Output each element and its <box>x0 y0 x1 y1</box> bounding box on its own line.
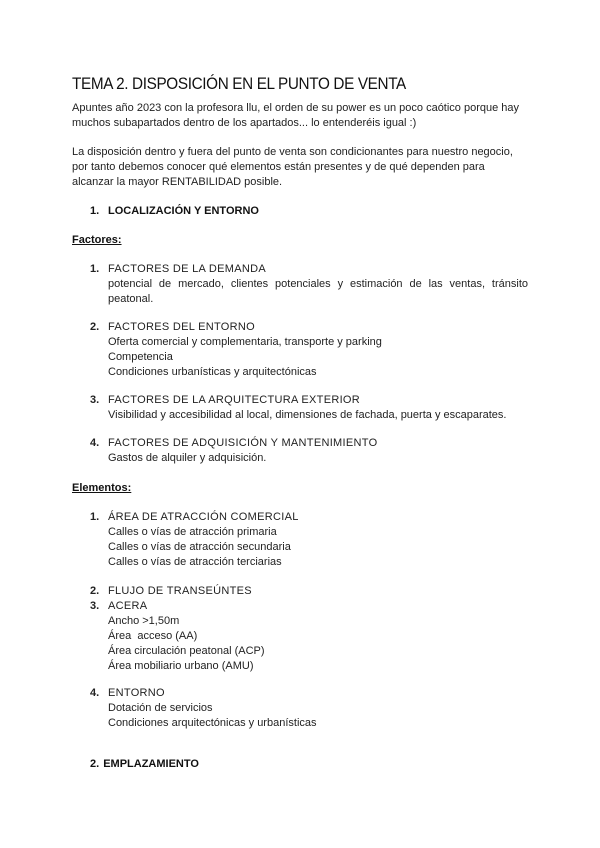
elementos-heading: Elementos: <box>72 482 132 494</box>
list-item-line: Dotación de servicios <box>108 702 213 714</box>
description-line: La disposición dentro y fuera del punto de venta son condicionantes para nuestro negocio, <box>72 146 513 158</box>
list-number: 1. <box>90 263 100 275</box>
list-item-line: Área mobiliario urbano (AMU) <box>108 660 254 672</box>
list-item-line: Gastos de alquiler y adquisición. <box>108 452 267 464</box>
list-item-heading: FACTORES DE LA DEMANDA <box>108 263 266 275</box>
list-item-line: Visibilidad y accesibilidad al local, dimensiones de fachada, puerta y escaparates. <box>108 409 507 421</box>
list-item-heading: ENTORNO <box>108 687 165 699</box>
list-item-heading: ÁREA DE ATRACCIÓN COMERCIAL <box>108 511 299 523</box>
list-number: 4. <box>90 687 100 699</box>
list-item <box>90 262 530 307</box>
description-line: por tanto debemos conocer qué elementos están presentes y de qué dependen para <box>72 161 485 173</box>
list-item-heading: FLUJO DE TRANSEÚNTES <box>108 585 252 597</box>
intro-line: Apuntes año 2023 con la profesora llu, el orden de su power es un poco caótico porque hay <box>72 102 520 114</box>
description-paragraph <box>72 145 532 190</box>
list-item <box>90 686 530 731</box>
list-item-heading: FACTORES DE LA ARQUITECTURA EXTERIOR <box>108 394 361 406</box>
list-item-line: Área acceso (AA) <box>108 630 198 642</box>
page-title: TEMA 2. DISPOSICIÓN EN EL PUNTO DE VENTA <box>72 74 406 93</box>
list-number: 2. <box>90 585 100 597</box>
factores-heading: Factores: <box>72 234 122 246</box>
list-number: 1. <box>90 511 100 523</box>
list-item-line: Área circulación peatonal (ACP) <box>108 645 265 657</box>
section-number: 2. <box>90 758 100 770</box>
list-item-line: Calles o vías de atracción primaria <box>108 526 277 538</box>
list-number: 2. <box>90 321 100 333</box>
list-item-line: potencial de mercado, clientes potenciales y estimación de las ventas, tránsito <box>108 278 528 290</box>
list-number: 3. <box>90 600 100 612</box>
section-heading-localizacion <box>90 205 259 217</box>
description-line: alcanzar la mayor RENTABILIDAD posible. <box>72 176 283 188</box>
list-item-line: Calles o vías de atracción terciarias <box>108 556 282 568</box>
list-item <box>90 436 530 466</box>
list-item-line: Calles o vías de atracción secundaria <box>108 541 291 553</box>
list-item <box>90 510 530 570</box>
list-item-line: Competencia <box>108 351 173 363</box>
intro-paragraph <box>72 101 532 131</box>
list-item-line: Ancho >1,50m <box>108 615 180 627</box>
list-item <box>90 599 530 674</box>
list-number: 4. <box>90 437 100 449</box>
section-label: LOCALIZACIÓN Y ENTORNO <box>108 205 259 217</box>
list-item-line: Condiciones arquitectónicas y urbanísticas <box>108 717 317 729</box>
list-number: 3. <box>90 394 100 406</box>
list-item-heading: ACERA <box>108 600 148 612</box>
list-item <box>90 393 530 423</box>
list-item-heading: FACTORES DEL ENTORNO <box>108 321 255 333</box>
list-item-heading: FACTORES DE ADQUISICIÓN Y MANTENIMIENTO <box>108 437 378 449</box>
list-item <box>90 584 530 599</box>
list-item-line: peatonal. <box>108 293 154 305</box>
list-item <box>90 320 530 380</box>
intro-line: muchos subapartados dentro de los apartados... lo entenderéis igual :) <box>72 117 417 129</box>
section-label: EMPLAZAMIENTO <box>103 758 199 770</box>
list-item-line: Oferta comercial y complementaria, transporte y parking <box>108 336 382 348</box>
section-number: 1. <box>90 205 100 217</box>
list-item-line: Condiciones urbanísticas y arquitectónicas <box>108 366 317 378</box>
section-heading-emplazamiento <box>90 758 199 770</box>
